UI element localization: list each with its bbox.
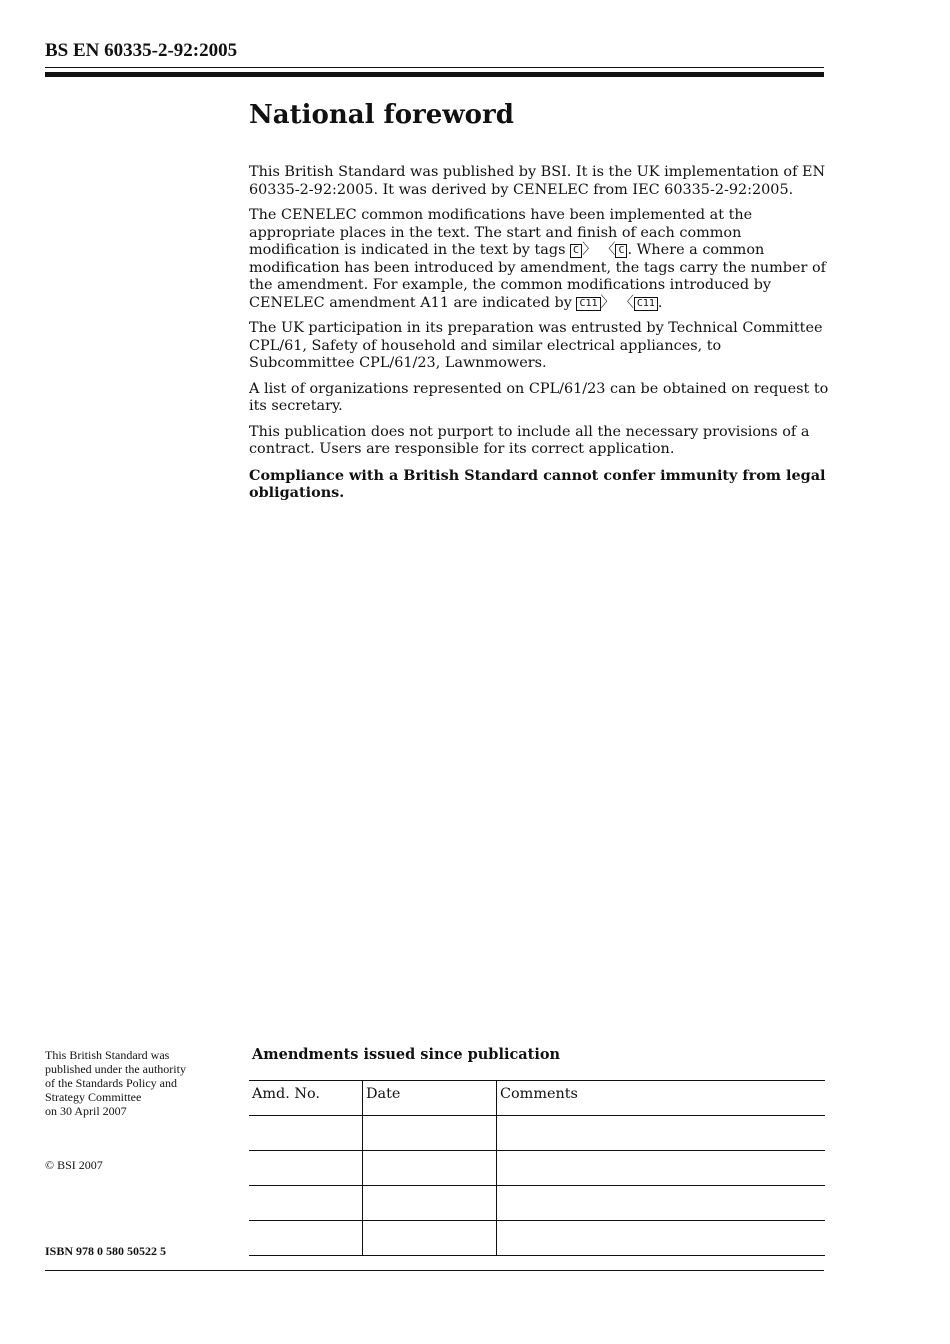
footer-rule — [45, 1270, 824, 1271]
tag-open-marker-a11: C11 — [576, 297, 600, 311]
paragraph-contract: This publication does not purport to include all the necessary provisions of a contract. Users are responsible for its correct application. — [249, 423, 810, 457]
date-cell — [363, 1116, 497, 1151]
document-id: BS EN 60335-2-92:2005 — [45, 40, 238, 61]
paragraph-organizations: A list of organizations represented on CPL/61/23 can be obtained on request to its secretary. — [249, 380, 829, 414]
paragraph-compliance: Compliance with a British Standard cannot confer immunity from legal obligations. — [249, 466, 826, 501]
paragraph-uk-participation: The UK participation in its preparation was entrusted by Technical Committee CPL/61, Safety of household and similar electrical appliances, to Subcommittee CPL/61/23, Lawnmowers. — [249, 320, 823, 371]
amendments-table — [249, 1080, 825, 1256]
isbn: ISBN 978 0 580 50522 5 — [45, 1244, 167, 1258]
column-header-date: Date — [363, 1081, 497, 1116]
authority-line: on 30 April 2007 — [45, 1104, 127, 1118]
paragraph-common-modifications: The CENELEC common modifications have been implemented at the appropriate places in the text. The start and finish of each common modification is indicated in the text by tags C 〉 〈 C . Where a common modification has been introduced by amendment, the tags carry the number of the amendment. For example, the common modifications introduced by CENELEC amendment A11 are indicated by C11 〉 〈 C11 . — [249, 207, 826, 311]
comments-cell — [497, 1116, 826, 1151]
amendments-heading: Amendments issued since publication — [252, 1046, 561, 1063]
table-row — [249, 1221, 825, 1256]
tag-close-marker: C — [615, 244, 627, 258]
comments-cell — [497, 1186, 826, 1221]
date-cell — [363, 1221, 497, 1256]
date-cell — [363, 1151, 497, 1186]
amd-no-cell — [249, 1221, 363, 1256]
column-header-amd-no: Amd. No. — [249, 1081, 363, 1116]
authority-line: of the Standards Policy and — [45, 1076, 177, 1090]
page-title: National foreword — [249, 100, 514, 130]
table-row — [249, 1116, 825, 1151]
paragraph-publication: This British Standard was published by BSI. It is the UK implementation of EN 60335-2-92:2005. It was derived by CENELEC from IEC 60335-2-92:2005. — [249, 164, 826, 198]
copyright-note: © BSI 2007 — [45, 1158, 103, 1172]
column-header-comments: Comments — [497, 1081, 826, 1116]
date-cell — [363, 1186, 497, 1221]
table-row — [249, 1151, 825, 1186]
comments-cell — [497, 1151, 826, 1186]
authority-line: published under the authority — [45, 1062, 186, 1076]
authority-line: This British Standard was — [45, 1048, 170, 1062]
amendments-header-row — [249, 1081, 825, 1116]
header-thin-rule — [45, 67, 824, 68]
amd-no-cell — [249, 1186, 363, 1221]
tag-close-marker-a11: C11 — [634, 297, 658, 311]
tag-open-marker: C — [570, 244, 582, 258]
header-thick-rule — [45, 72, 824, 77]
amd-no-cell — [249, 1151, 363, 1186]
amd-no-cell — [249, 1116, 363, 1151]
authority-line: Strategy Committee — [45, 1090, 142, 1104]
table-row — [249, 1186, 825, 1221]
comments-cell — [497, 1221, 826, 1256]
foreword-body — [249, 164, 829, 510]
publication-authority-note — [45, 1048, 235, 1118]
